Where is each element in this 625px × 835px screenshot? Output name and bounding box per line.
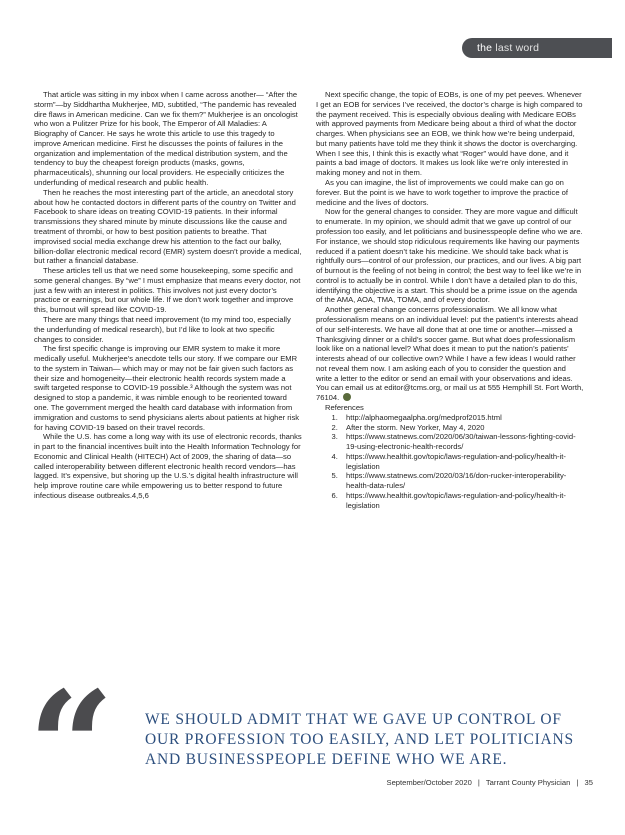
issue-date: September/October 2020 — [386, 778, 472, 787]
section-tab-title: last word — [495, 42, 540, 54]
paragraph-with-contact — [316, 305, 584, 403]
reference-item: 5. https://www.statnews.com/2020/03/16/don-rucker-interoperability-health-data-rules/ — [340, 471, 584, 491]
paragraph: Now for the general changes to consider. They are more vague and difficult to enumerate. In my opinion, we should admit that we gave up control of our profession too easily, and let politicians and businesspeople define who we are. For instance, we should stop ridiculous requirements like having our payments reduced if a patient doesn’t take his medicine. We should take back what is rightfully ours—control of our profession, our practices, and our lives. A big part of burnout is the feeling of not being in control; the best way to feel like we’re in control is to actually be in control. While I don’t have a detailed plan to do this, identifying the objective is a start. This should be a prime issue on the agenda of the AMA, AOA, TMA, TOMA, and of every doctor. — [316, 207, 583, 305]
reference-item: 4. https://www.healthit.gov/topic/laws-regulation-and-policy/health-it-legislation — [340, 452, 584, 472]
paragraph-text: Another general change concerns professionalism. We all know what professionalism means on an individual level: put the patient’s interests ahead of our self-interests. We have all done that at one time or another—missed a Thanksgiving dinner or a child’s soccer game. But what does professionalism look like on a national level? What does it mean to put the nation’s patients’ interests ahead of our collective own? While I have a few ideas I would rather not reveal them now. I am asking each of you to consider the question and write a letter to the editor or send an email with your observations and ideas. You can email us at editor@tcms.org, or mail us at 555 Hemphill St. Fort Worth, 76104. — [316, 305, 584, 403]
paragraph: There are many things that need improvement (to my mind too, especially the underfunding of medical research), but I’d like to look at two specific changes to consider. — [34, 314, 291, 344]
section-tab-prefix: the — [477, 42, 493, 54]
references-title: References — [325, 403, 364, 412]
paragraph: The first specific change is improving our EMR system to make it more medically useful. Mukherjee’s anecdote tells our story. If we compare our EMR to the system in Taiwan— which may or may not be fair given such factors as their size and homogeneity—their electronic health records system made a swift targeted response to COVID-19 possible.³ Although the system was not designed to stop a pandemic, it was nimble enough to be reoriented toward one. The government merged the health card database with information from immigration and customs to send physicians alerts about patients at higher risk for having COVID-19 based on their travel records. — [34, 344, 300, 432]
reference-item: 3. https://www.statnews.com/2020/06/30/taiwan-lessons-fighting-covid-19-using-electronic-health-records/ — [340, 432, 584, 452]
page-footer — [387, 778, 593, 787]
reference-item: 2. After the storm. New Yorker, May 4, 2020 — [340, 423, 584, 433]
left-column — [34, 90, 302, 501]
reference-item: 1. http://alphaomegaalpha.org/medprof2015.html — [340, 413, 584, 423]
paragraph: Next specific change, the topic of EOBs, is one of my pet peeves. Whenever I get an EOB for services I’ve received, the doctor’s charge is high compared to the payment received. This is especially obvious dealing with Medicare EOBs with approved payments from Medicare being about a third of what the doctor charges. When physicians see an EOB, we think how we’re being underpaid, but many patients have told me they think it shows the doctor is overcharging. When I see this, I think this is exactly what “Roger” would have done, and it paints a bad image of doctors. It makes us look like we’re only interested in making money and not in them. — [316, 90, 583, 178]
reference-item: 6. https://www.healthit.gov/topic/laws-regulation-and-policy/health-it-legislation — [340, 491, 584, 511]
page-number: 35 — [584, 778, 593, 787]
paragraph: While the U.S. has come a long way with its use of electronic records, thanks in part to the financial incentives built into the Health Information Technology for Economic and Clinical Health (HITECH) Act of 2009, the sharing of data—so called interoperability between different electronic health record vendors—has lagged. It’s expensive, but shoring up the U.S.’s digital health infrastructure will help improve routine care while empowering us to better respond to future infectious disease outbreaks.4,5,6 — [34, 432, 302, 501]
references-list — [316, 413, 584, 511]
publication-name: Tarrant County Physician — [485, 778, 571, 787]
paragraph: That article was sitting in my inbox when I came across another— “After the storm”—by Siddhartha Mukherjee, MD, subtitled, “The pandemic has revealed dire flaws in American medicine. Can we fix them?” Mukherjee is an oncologist who won a Pulitzer Prize for his book, The Emperor of All Maladies: A Biography of Cancer. He says he wrote this article to use this tragedy to improve American medicine. First he discusses the points of failures in the organization and implementation of the medical distribution system, and the tendency to buy the cheapest foreign products (masks, gowns, pharmaceuticals), shunning our local providers. He especially criticizes the underfunding of medical research and public health. — [34, 90, 298, 188]
end-mark-icon — [343, 393, 351, 401]
paragraph: As you can imagine, the list of improvements we could make can go on forever. But the point is we have to work together to improve the practice of medicine and the lives of doctors. — [316, 178, 568, 207]
footer-separator: | — [477, 778, 480, 787]
paragraph: Then he reaches the most interesting part of the article, an anecdotal story about how he contacted doctors in different parts of the country on Twitter and Facebook to share ideas on treating COVID-19 patients. In their informal transmissions they shared minute by minute discussions like the cause and treatment of thrombi, or how to best position patients to breathe. That improvised social media exchange drew his attention to the fact our balky, billion-dollar electronic medical record (EMR) system doesn’t provide a medical, but rather a financial database. — [34, 187, 302, 266]
quote-mark-icon: “ — [28, 659, 115, 835]
pull-quote: WE SHOULD ADMIT THAT WE GAVE UP CONTROL OF OUR PROFESSION TOO EASILY, AND LET POLITICIANS AND BUSINESSPEOPLE DEFINE WHO WE ARE. — [145, 711, 574, 768]
right-column — [316, 90, 584, 511]
paragraph: These articles tell us that we need some housekeeping, some specific and some general changes. By “we” I must emphasize that means every doctor, not just a few with an interest in politics. This involves not just every doctor’s practice or earnings, but our whole life. If we don’t work together and improve this, burnout will spread like COVID-19. — [34, 266, 301, 315]
section-tab — [462, 38, 612, 58]
footer-separator: | — [576, 778, 579, 787]
